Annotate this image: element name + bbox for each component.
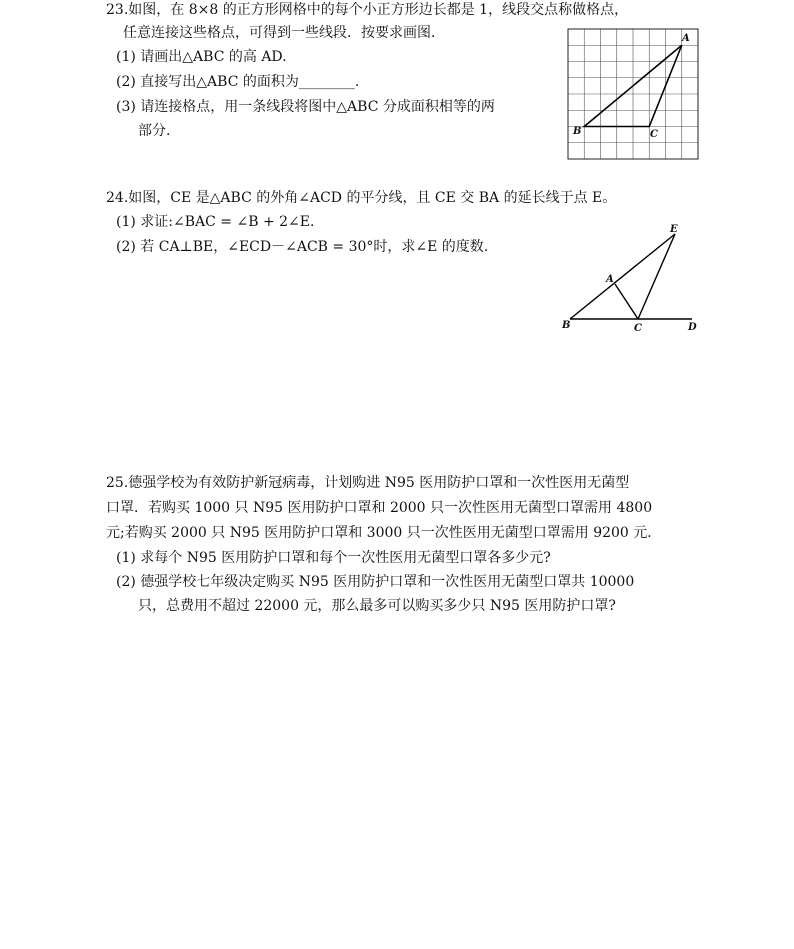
q23-grid-figure xyxy=(567,28,699,160)
grid-triangle-diagram xyxy=(567,28,699,160)
exterior-angle-diagram xyxy=(560,220,700,335)
line-be xyxy=(570,234,675,319)
q23-part-1: (1) 请画出△ABC 的高 AD. xyxy=(116,49,287,65)
q25-part-1: (1) 求每个 N95 医用防护口罩和每个一次性医用无菌型口罩各多少元? xyxy=(116,550,551,566)
q25-part-2-cont: 只，总费用不超过 22000 元，那么最多可以购买多少只 N95 医用防护口罩? xyxy=(138,598,616,614)
label-a: A xyxy=(682,33,690,44)
q25-stem-line-2: 口罩．若购买 1000 只 N95 医用防护口罩和 2000 只一次性医用无菌型口罩需用 4800 xyxy=(106,500,653,516)
label-d: D xyxy=(688,322,697,333)
q23-part-3-cont: 部分. xyxy=(138,123,171,139)
label-c: C xyxy=(650,129,658,140)
q25-part-2: (2) 德强学校七年级决定购买 N95 医用防护口罩和一次性医用无菌型口罩共 10000 xyxy=(116,574,635,590)
q24-stem: 24.如图，CE 是△ABC 的外角∠ACD 的平分线，且 CE 交 BA 的延长线于点 E。 xyxy=(106,190,617,206)
label-a: A xyxy=(606,274,614,285)
line-ce xyxy=(638,234,675,319)
q23-part-2: (2) 直接写出△ABC 的面积为________. xyxy=(116,74,360,90)
label-b: B xyxy=(573,126,582,137)
label-c: C xyxy=(634,323,642,334)
q24-part-1: (1) 求证:∠BAC = ∠B + 2∠E. xyxy=(116,214,315,230)
q23-stem-line-2: 任意连接这些格点，可得到一些线段．按要求画图． xyxy=(123,25,445,41)
q24-part-2: (2) 若 CA⊥BE，∠ECD－∠ACB = 30°时，求∠E 的度数. xyxy=(116,239,489,255)
q25-stem-line-1: 25.德强学校为有效防护新冠病毒，计划购进 N95 医用防护口罩和一次性医用无菌型 xyxy=(106,475,630,491)
q25-stem-line-3: 元;若购买 2000 只 N95 医用防护口罩和 3000 只一次性医用无菌型口罩需用 9200 元． xyxy=(106,525,662,541)
label-e: E xyxy=(670,224,678,235)
q24-figure xyxy=(560,220,700,335)
line-ca xyxy=(615,284,638,319)
q23-stem-line-1: 23.如图，在 8×8 的正方形网格中的每个小正方形边长都是 1，线段交点称做格点， xyxy=(106,2,629,18)
q23-part-3: (3) 请连接格点，用一条线段将图中△ABC 分成面积相等的两 xyxy=(116,99,495,115)
label-b: B xyxy=(562,320,571,331)
